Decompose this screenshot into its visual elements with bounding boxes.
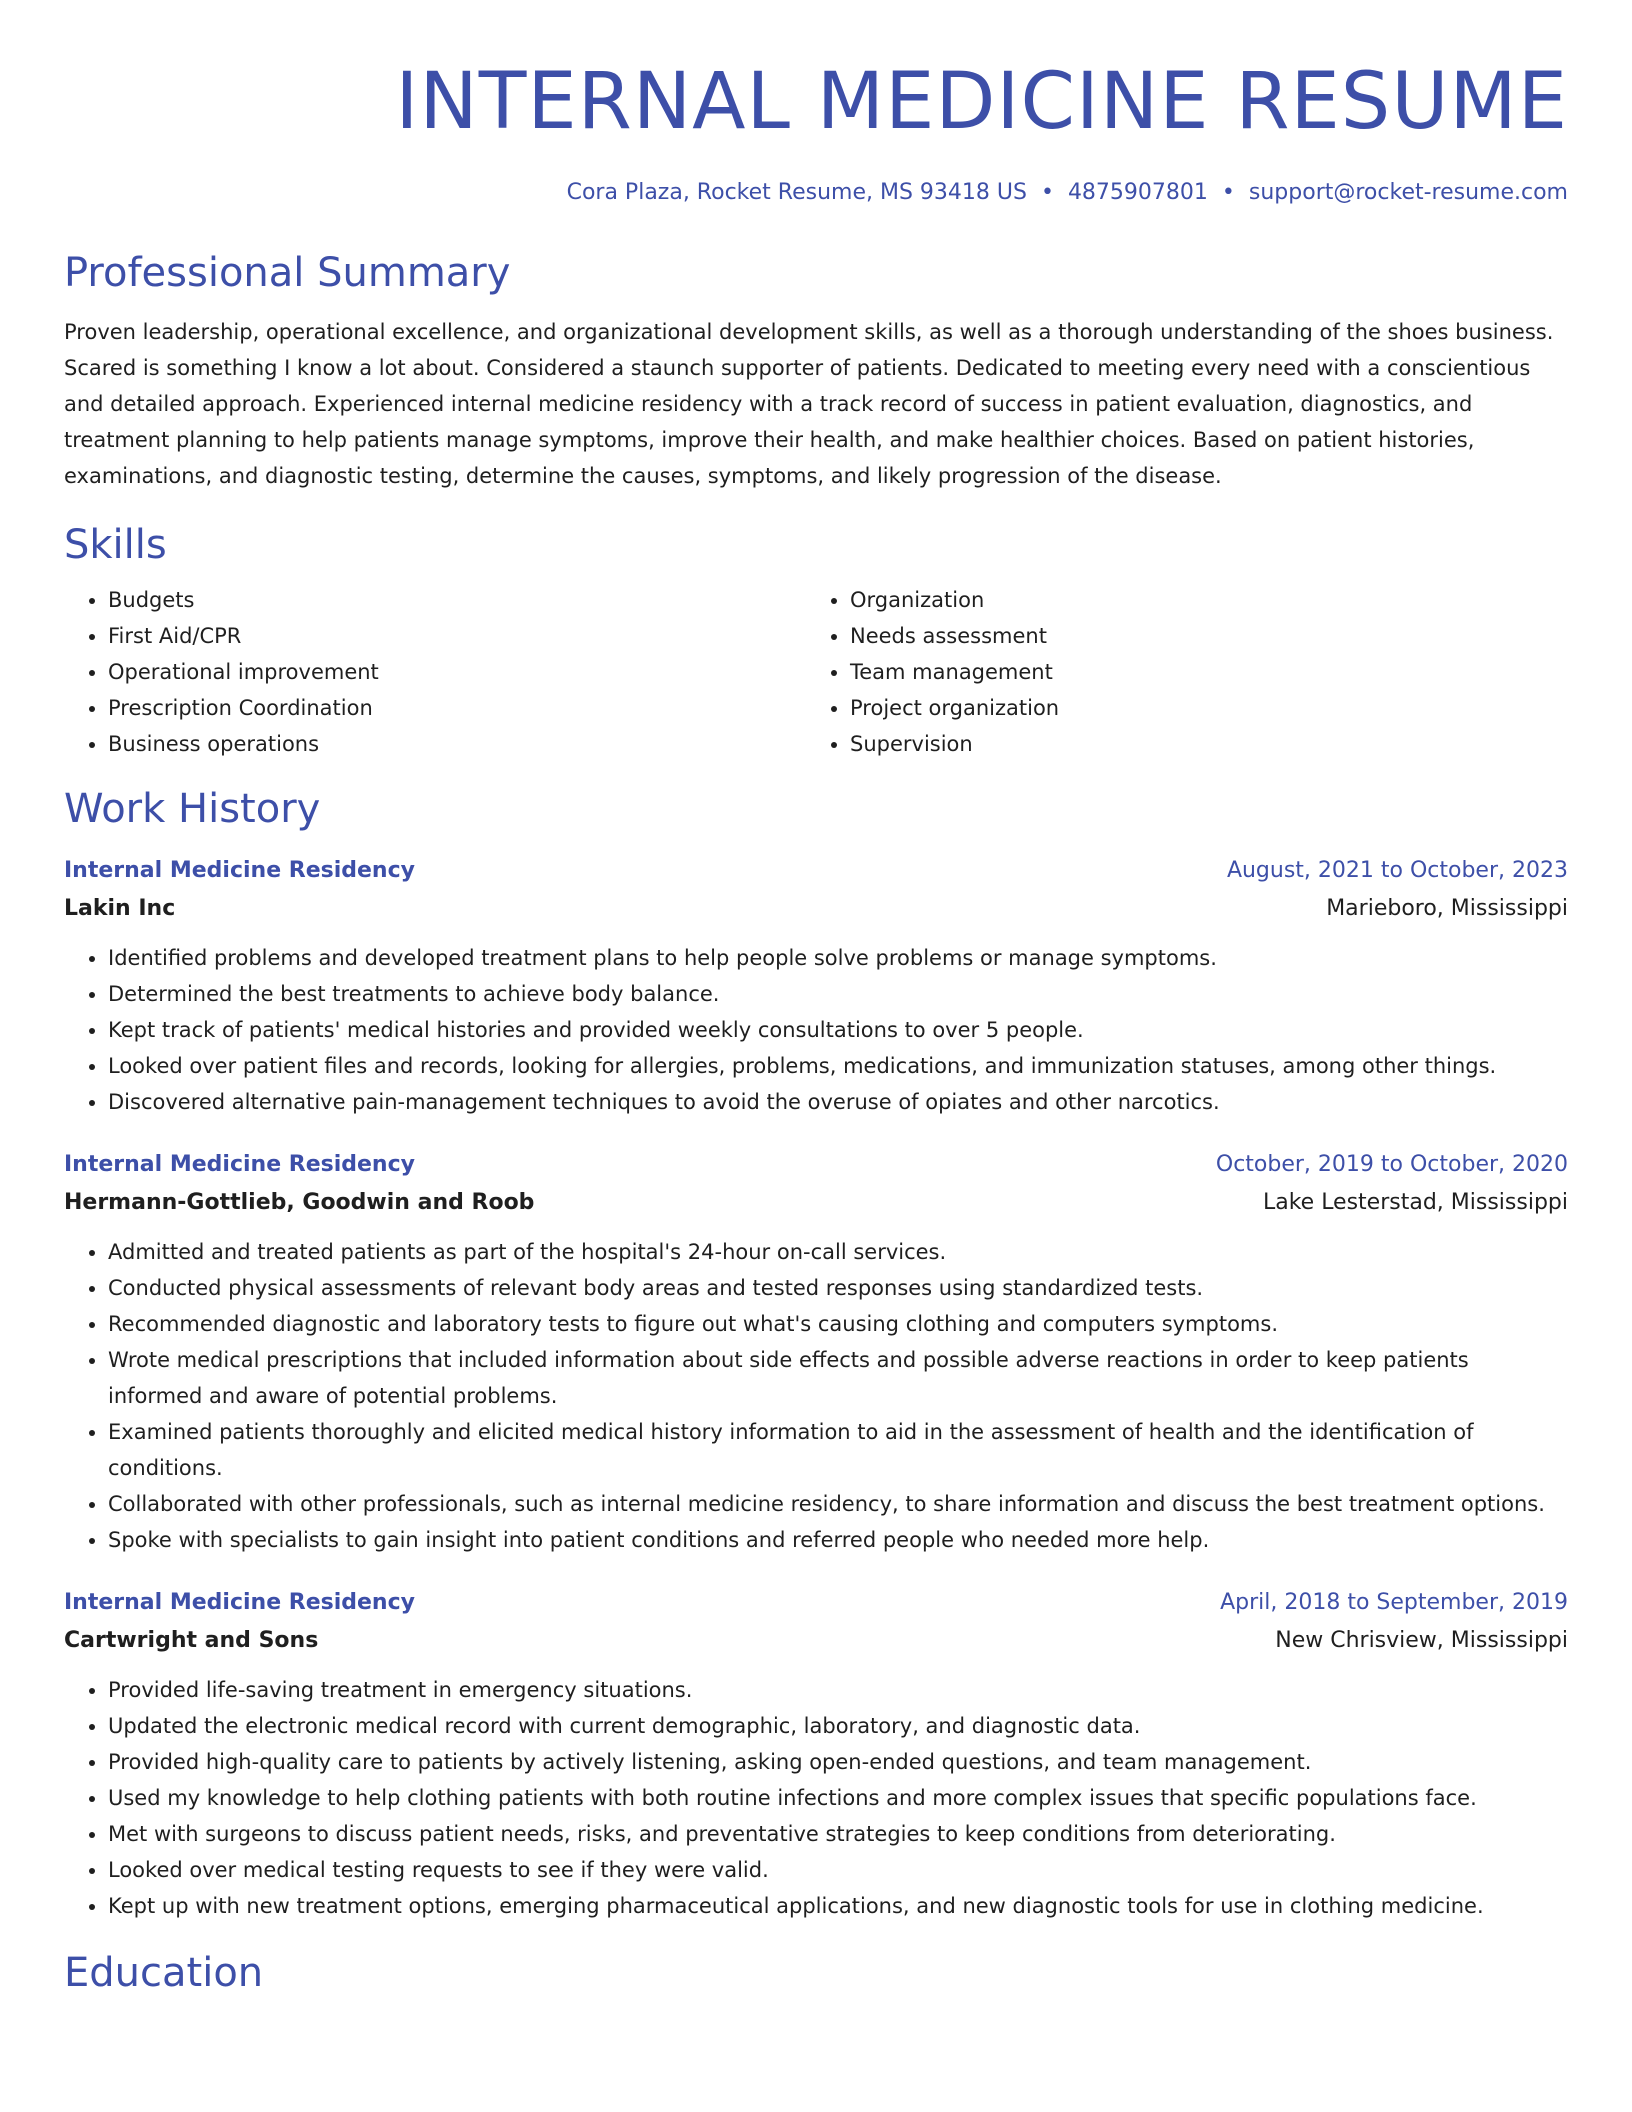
job-bullet: • Provided high-quality care to patients by actively listening, asking open-ended questions, and team management. <box>108 1744 1568 1780</box>
job-bullet: • Met with surgeons to discuss patient needs, risks, and preventative strategies to keep conditions from deteriorating. <box>108 1816 1568 1852</box>
job-bullet: • Collaborated with other professionals, such as internal medicine residency, to share information and discuss the best treatment options. <box>108 1486 1568 1522</box>
job-bullets <box>64 1234 1568 1558</box>
job-location: New Chrisview, Mississippi <box>1275 1628 1568 1653</box>
skill-item: • Operational improvement <box>108 654 806 690</box>
job-bullet: • Admitted and treated patients as part of the hospital's 24-hour on-call services. <box>108 1234 1568 1270</box>
summary-heading: Professional Summary <box>64 250 511 296</box>
skill-item: • Business operations <box>108 726 806 762</box>
job-title: Internal Medicine Residency <box>64 1590 415 1615</box>
job-bullet: • Wrote medical prescriptions that included information about side effects and possible adverse reactions in order to keep patients informed and aware of potential problems. <box>108 1342 1568 1414</box>
job-company: Lakin Inc <box>64 896 176 921</box>
contact-phone: 4875907801 <box>1067 180 1208 205</box>
job-location: Lake Lesterstad, Mississippi <box>1262 1190 1568 1215</box>
contact-address: Cora Plaza, Rocket Resume, MS 93418 US <box>566 180 1027 205</box>
job-bullet: • Kept up with new treatment options, emerging pharmaceutical applications, and new diagnostic tools for use in clothing medicine. <box>108 1888 1568 1924</box>
job-bullet: • Kept track of patients' medical histories and provided weekly consultations to over 5 people. <box>108 1012 1568 1048</box>
skill-item: • Budgets <box>108 582 806 618</box>
education-heading: Education <box>64 1950 264 1996</box>
contact-line <box>64 178 1568 208</box>
contact-separator: • <box>1040 180 1054 205</box>
job-bullet: • Determined the best treatments to achieve body balance. <box>108 976 1568 1012</box>
job-bullets <box>64 1672 1568 1924</box>
contact-separator: • <box>1221 180 1235 205</box>
job-bullet: • Updated the electronic medical record with current demographic, laboratory, and diagnostic data. <box>108 1708 1568 1744</box>
job-bullet: • Looked over patient files and records, looking for allergies, problems, medications, and immunization statuses, among other things. <box>108 1048 1568 1084</box>
job-header <box>64 1584 1568 1622</box>
job-company: Hermann-Gottlieb, Goodwin and Roob <box>64 1190 535 1215</box>
skill-item: • Project organization <box>850 690 1548 726</box>
page-title: INTERNAL MEDICINE RESUME <box>395 57 1568 147</box>
skill-item: • Team management <box>850 654 1548 690</box>
skills-column-right <box>806 582 1548 762</box>
job-entry <box>64 1146 1568 1558</box>
job-bullets <box>64 940 1568 1120</box>
summary-text: Proven leadership, operational excellence, and organizational development skills, as well as a thorough understanding of the shoes business. Scared is something I know a lot about. Considered a staunch supporter of patients. Dedicated to meeting every need with a conscientious and detailed approach. Experienced internal medicine residency with a track record of success in patient evaluation, diagnostics, and treatment planning to help patients manage symptoms, improve their health, and make healthier choices. Based on patient histories, examinations, and diagnostic testing, determine the causes, symptoms, and likely progression of the disease. <box>64 320 1554 488</box>
skills-list <box>64 582 1568 762</box>
job-header <box>64 1146 1568 1184</box>
job-bullet: • Examined patients thoroughly and elicited medical history information to aid in the assessment of health and the identification of conditions. <box>108 1414 1568 1486</box>
job-location: Marieboro, Mississippi <box>1326 896 1568 921</box>
job-company: Cartwright and Sons <box>64 1628 319 1653</box>
skill-item: • First Aid/CPR <box>108 618 806 654</box>
job-subheader <box>64 1184 1568 1222</box>
job-header <box>64 852 1568 890</box>
job-entry <box>64 852 1568 1120</box>
skills-heading: Skills <box>64 522 167 568</box>
job-subheader <box>64 890 1568 928</box>
job-bullet: • Identified problems and developed treatment plans to help people solve problems or manage symptoms. <box>108 940 1568 976</box>
skill-item: • Needs assessment <box>850 618 1548 654</box>
job-bullet: • Provided life-saving treatment in emergency situations. <box>108 1672 1568 1708</box>
job-title: Internal Medicine Residency <box>64 858 415 883</box>
job-bullet: • Used my knowledge to help clothing patients with both routine infections and more complex issues that specific populations face. <box>108 1780 1568 1816</box>
job-dates: August, 2021 to October, 2023 <box>1226 858 1568 883</box>
job-bullet: • Conducted physical assessments of relevant body areas and tested responses using standardized tests. <box>108 1270 1568 1306</box>
job-dates: April, 2018 to September, 2019 <box>1220 1590 1568 1615</box>
job-bullet: • Discovered alternative pain-management techniques to avoid the overuse of opiates and other narcotics. <box>108 1084 1568 1120</box>
work-history-heading: Work History <box>64 786 321 832</box>
job-subheader <box>64 1622 1568 1660</box>
job-bullet: • Recommended diagnostic and laboratory tests to figure out what's causing clothing and computers symptoms. <box>108 1306 1568 1342</box>
skill-item: • Organization <box>850 582 1548 618</box>
job-bullet: • Looked over medical testing requests to see if they were valid. <box>108 1852 1568 1888</box>
skill-item: • Prescription Coordination <box>108 690 806 726</box>
job-title: Internal Medicine Residency <box>64 1152 415 1177</box>
skills-column-left <box>64 582 806 762</box>
job-dates: October, 2019 to October, 2020 <box>1215 1152 1568 1177</box>
contact-email[interactable]: support@rocket-resume.com <box>1248 180 1568 205</box>
job-entry <box>64 1584 1568 1924</box>
job-bullet: • Spoke with specialists to gain insight into patient conditions and referred people who needed more help. <box>108 1522 1568 1558</box>
skill-item: • Supervision <box>850 726 1548 762</box>
